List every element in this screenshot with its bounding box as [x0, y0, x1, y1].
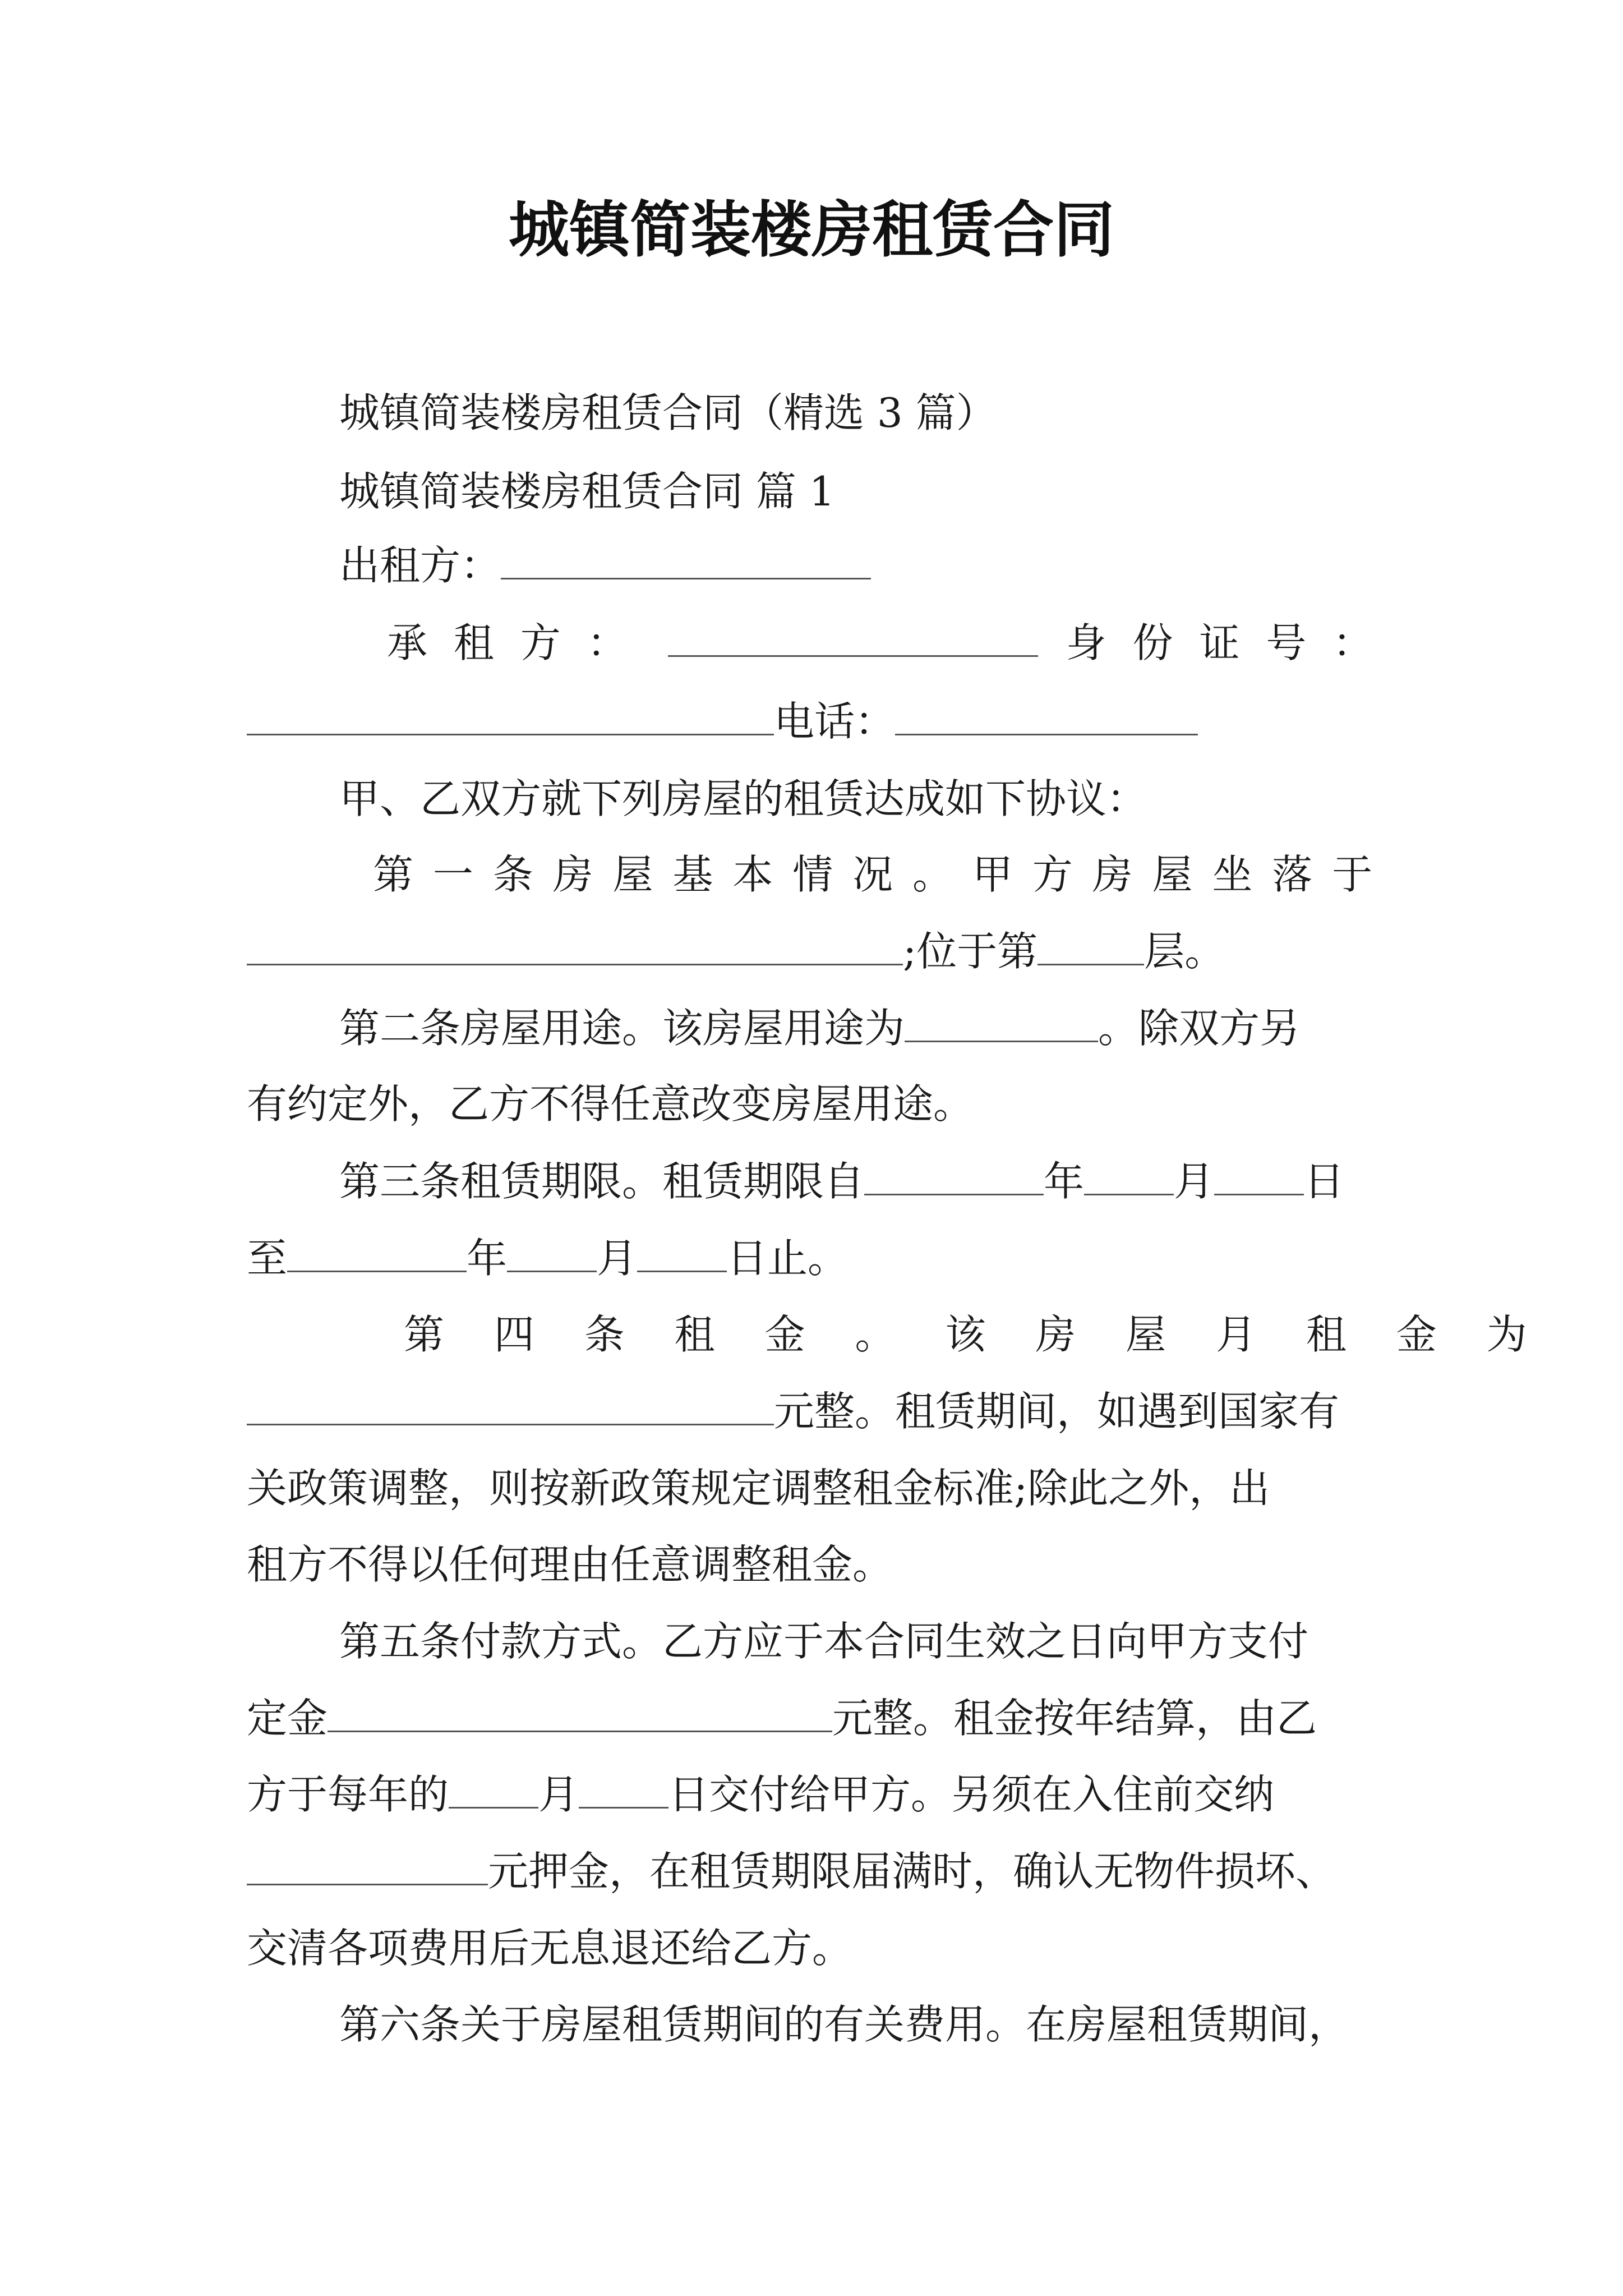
article4-line2 [247, 1386, 1339, 1437]
article5-line3 [247, 1769, 1274, 1820]
article5-text: 元押金，在租赁期限届满时，确认无物件损坏、 [488, 1848, 1336, 1895]
month-label: 月 [597, 1235, 638, 1282]
subtitle: 城镇简装楼房租赁合同（精选 3 篇） [339, 389, 997, 436]
article6-line1: 第六条关于房屋租赁期间的有关费用。在房屋租赁期间， [339, 2001, 1349, 2048]
deposit-label: 定金 [247, 1695, 328, 1742]
intro-text: 甲、乙双方就下列房屋的租赁达成如下协议： [339, 775, 1147, 822]
lessor-blank[interactable] [501, 541, 871, 579]
article5-text-cont: 日交付给甲方。另须在入住前交纳 [668, 1771, 1275, 1818]
article4-line3: 关政策调整，则按新政策规定调整租金标准;除此之外，出 [247, 1465, 1270, 1512]
location-blank[interactable] [247, 927, 903, 965]
article3-to: 至 [247, 1235, 288, 1282]
article2-line2: 有约定外，乙方不得任意改变房屋用途。 [247, 1080, 974, 1128]
security-deposit-blank[interactable] [247, 1847, 488, 1885]
month-label: 月 [1174, 1158, 1215, 1205]
article5-text: 方于每年的 [247, 1771, 449, 1818]
article3-text: 第三条租赁期限。租赁期限自 [339, 1158, 865, 1205]
article1-line1: 第 一 条 房 屋 基 本 情 况 。 甲 方 房 屋 坐 落 于 [373, 851, 1376, 898]
article5-line2 [247, 1692, 1317, 1744]
lessee-blank[interactable] [668, 618, 1038, 657]
year-label: 年 [1044, 1158, 1085, 1205]
article5-line1: 第五条付款方式。乙方应于本合同生效之日向甲方支付 [339, 1618, 1309, 1665]
start-year-blank[interactable] [864, 1157, 1044, 1195]
end-year-blank[interactable] [287, 1234, 467, 1272]
deposit-blank[interactable] [328, 1694, 832, 1732]
id-phone-line [247, 696, 1198, 747]
article4-text: 元整。租赁期间，如遇到国家有 [774, 1388, 1340, 1435]
usage-blank[interactable] [905, 1004, 1098, 1042]
phone-blank[interactable] [895, 697, 1198, 735]
article1-line2 [247, 926, 1225, 977]
id-label: 身 份 证 号 ： [1066, 619, 1380, 666]
year-label: 年 [467, 1235, 508, 1282]
end-day-blank[interactable] [637, 1234, 727, 1272]
lessee-label: 承 租 方 ： [387, 619, 634, 666]
article5-line5: 交清各项费用后无息退还给乙方。 [247, 1925, 853, 1972]
article5-line4 [247, 1846, 1336, 1897]
article4-line1: 第 四 条 租 金 。 该 房 屋 月 租 金 为 [404, 1311, 1546, 1358]
article5-text: 元整。租金按年结算，由乙 [832, 1695, 1317, 1742]
floor-blank[interactable] [1038, 927, 1144, 965]
start-month-blank[interactable] [1084, 1157, 1174, 1195]
article2-text-cont: 。除双方另 [1098, 1005, 1301, 1052]
month-label: 月 [538, 1771, 579, 1818]
floor-label: ;位于第 [903, 928, 1038, 975]
rent-amount-blank[interactable] [247, 1387, 774, 1425]
floor-suffix: 层。 [1144, 928, 1225, 975]
section-heading: 城镇简装楼房租赁合同 篇 1 [339, 468, 835, 515]
document-title: 城镇简装楼房租赁合同 [508, 195, 1114, 265]
lessee-line [387, 617, 1380, 669]
pay-month-blank[interactable] [449, 1770, 538, 1809]
start-day-blank[interactable] [1214, 1157, 1304, 1195]
article2-line1 [339, 1002, 1300, 1054]
article3-end: 日止。 [727, 1235, 849, 1282]
phone-label: 电话： [774, 698, 896, 745]
day-label: 日 [1304, 1158, 1345, 1205]
id-number-blank[interactable] [247, 697, 774, 735]
end-month-blank[interactable] [507, 1234, 597, 1272]
article4-line4: 租方不得以任何理由任意调整租金。 [247, 1541, 893, 1588]
article2-text: 第二条房屋用途。该房屋用途为 [339, 1005, 905, 1052]
lessor-label: 出租方： [339, 542, 501, 589]
article3-line1 [339, 1156, 1344, 1207]
lessor-line [339, 540, 871, 591]
article3-line2 [247, 1232, 848, 1284]
pay-day-blank[interactable] [579, 1770, 668, 1809]
